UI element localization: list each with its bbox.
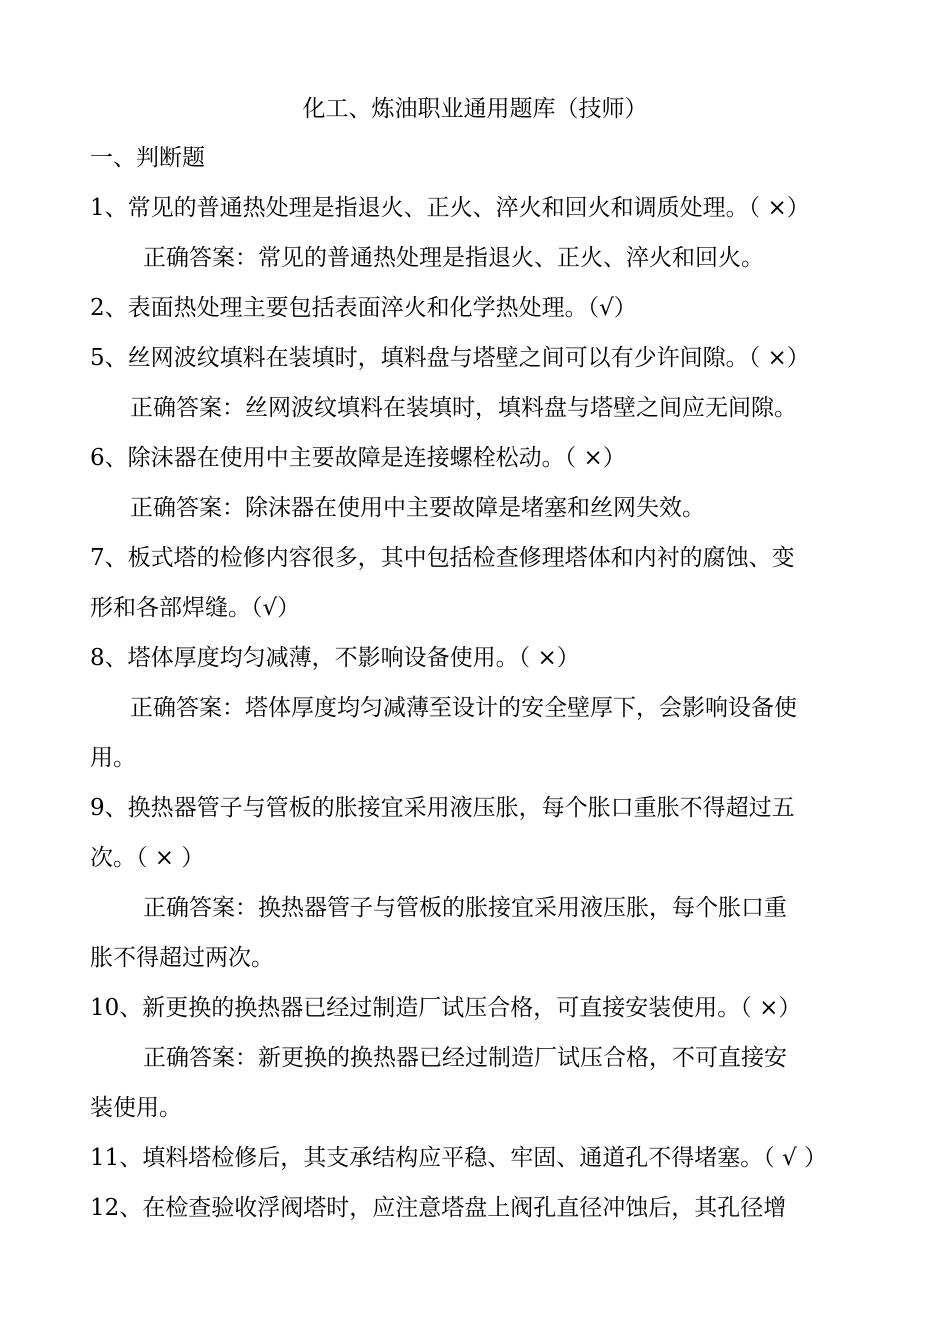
question-line: 8、塔体厚度均匀减薄，不影响设备使用。（ ×） bbox=[90, 645, 580, 671]
question-line: 7、板式塔的检修内容很多，其中包括检查修理塔体和内衬的腐蚀、变 bbox=[90, 545, 795, 571]
question-line: 11、填料塔检修后，其支承结构应平稳、牢固、通道孔不得堵塞。（ √ ） bbox=[90, 1145, 828, 1171]
document-title: 化工、炼油职业通用题库（技师） bbox=[302, 96, 648, 122]
answer-line: 正确答案：常见的普通热处理是指退火、正火、淬火和回火。 bbox=[143, 245, 764, 271]
question-continuation-line: 次。（ × ） bbox=[90, 845, 205, 871]
answer-continuation-line: 用。 bbox=[90, 745, 136, 771]
answer-line: 正确答案：塔体厚度均匀减薄至设计的安全壁厚下，会影响设备使 bbox=[130, 695, 797, 721]
question-line: 2、表面热处理主要包括表面淬火和化学热处理。（√） bbox=[90, 295, 637, 321]
answer-continuation-line: 胀不得超过两次。 bbox=[90, 945, 274, 971]
question-line: 9、换热器管子与管板的胀接宜采用液压胀，每个胀口重胀不得超过五 bbox=[90, 795, 795, 821]
question-continuation-line: 形和各部焊缝。（√） bbox=[90, 595, 301, 621]
question-line: 10、新更换的换热器已经过制造厂试压合格，可直接安装使用。（ ×） bbox=[90, 995, 802, 1021]
answer-continuation-line: 装使用。 bbox=[90, 1095, 182, 1121]
question-line: 6、除沫器在使用中主要故障是连接螺栓松动。（ ×） bbox=[90, 445, 626, 471]
question-line: 1、常见的普通热处理是指退火、正火、淬火和回火和调质处理。（ ×） bbox=[90, 195, 810, 221]
answer-line: 正确答案：新更换的换热器已经过制造厂试压合格，不可直接安 bbox=[143, 1045, 787, 1071]
question-line: 5、丝网波纹填料在装填时，填料盘与塔壁之间可以有少许间隙。（ ×） bbox=[90, 345, 810, 371]
section-heading: 一、判断题 bbox=[90, 145, 205, 171]
answer-line: 正确答案：丝网波纹填料在装填时，填料盘与塔壁之间应无间隙。 bbox=[130, 395, 797, 421]
answer-line: 正确答案：除沫器在使用中主要故障是堵塞和丝网失效。 bbox=[130, 495, 705, 521]
answer-line: 正确答案：换热器管子与管板的胀接宜采用液压胀，每个胀口重 bbox=[143, 895, 787, 921]
question-line: 12、在检查验收浮阀塔时，应注意塔盘上阀孔直径冲蚀后，其孔径增 bbox=[90, 1195, 787, 1221]
